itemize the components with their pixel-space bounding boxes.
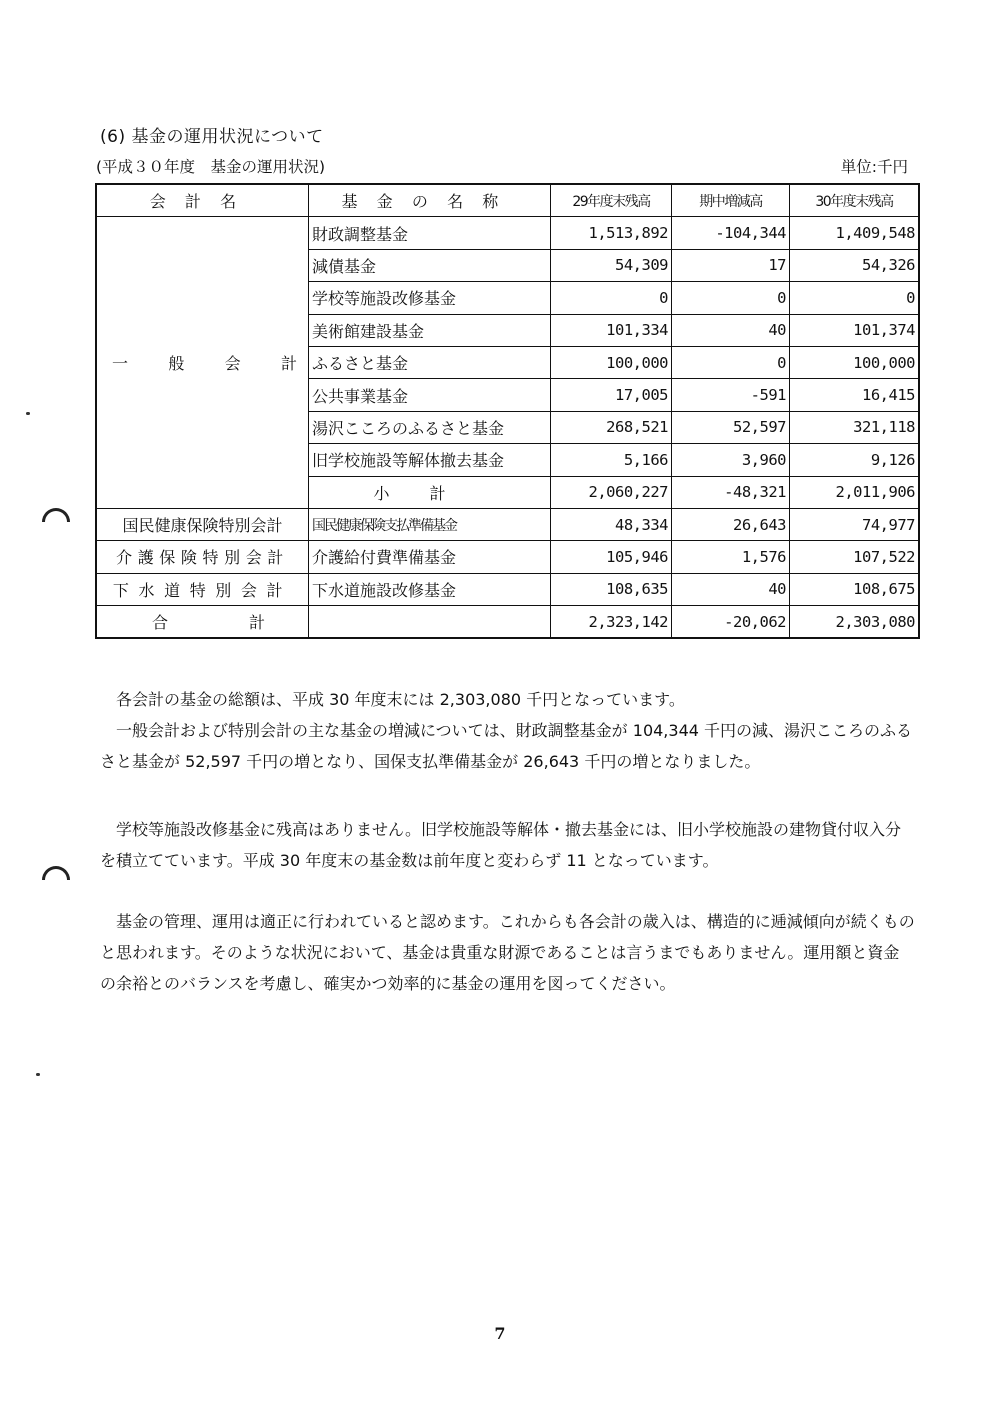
change-amount: -591 [672, 379, 790, 411]
section-title: (6) 基金の運用状況について [100, 127, 324, 147]
fund-name: ふるさと基金 [309, 346, 551, 378]
paragraph-block-2 [100, 814, 915, 876]
header-fy29-balance: 29年度末残高 [551, 184, 672, 217]
fy29-balance: 101,334 [551, 314, 672, 346]
fy30-balance: 1,409,548 [790, 217, 920, 249]
fund-name: 減債基金 [309, 249, 551, 281]
subtotal-change: -48,321 [672, 476, 790, 508]
fy29-balance: 17,005 [551, 379, 672, 411]
fy30-balance: 100,000 [790, 346, 920, 378]
change-amount: -104,344 [672, 217, 790, 249]
fy29-balance: 1,513,892 [551, 217, 672, 249]
table-row [96, 573, 919, 605]
paragraph-changes: 一般会計および特別会計の主な基金の増減については、財政調整基金が 104,344 千円の減、湯沢こころのふるさと基金が 52,597 千円の増となり、国保支払準備基金が 26,643 千円の増となりました。 [100, 721, 913, 771]
fy30-balance: 0 [790, 282, 920, 314]
page-number: 7 [494, 1324, 506, 1343]
fy29-balance: 0 [551, 282, 672, 314]
total-change: -20,062 [672, 606, 790, 639]
fy30-balance: 321,118 [790, 411, 920, 443]
punch-hole-mark [42, 508, 70, 522]
change-amount: 52,597 [672, 411, 790, 443]
fund-name: 下水道施設改修基金 [309, 573, 551, 605]
fund-status-table [95, 183, 920, 639]
fy29-balance: 108,635 [551, 573, 672, 605]
fy29-balance: 268,521 [551, 411, 672, 443]
scan-speck [26, 412, 30, 415]
paragraph-block-3 [100, 906, 915, 999]
punch-hole-mark [42, 866, 70, 880]
header-change: 期中増減高 [672, 184, 790, 217]
change-amount: 1,576 [672, 541, 790, 573]
change-amount: 3,960 [672, 444, 790, 476]
table-row [96, 508, 919, 540]
subtotal-fy30: 2,011,906 [790, 476, 920, 508]
fy29-balance: 54,309 [551, 249, 672, 281]
account-name: 介護保険特別会計 [96, 541, 309, 573]
fy30-balance: 107,522 [790, 541, 920, 573]
fy30-balance: 101,374 [790, 314, 920, 346]
change-amount: 17 [672, 249, 790, 281]
change-amount: 0 [672, 282, 790, 314]
subtotal-label: 小計 [309, 476, 551, 508]
header-fund-name: 基金の名称 [309, 184, 551, 217]
table-header-row [96, 184, 919, 217]
change-amount: 26,643 [672, 508, 790, 540]
subtotal-fy29: 2,060,227 [551, 476, 672, 508]
general-account-cell [96, 217, 309, 509]
fy30-balance: 54,326 [790, 249, 920, 281]
change-amount: 40 [672, 573, 790, 605]
paragraph-school-fund: 学校等施設改修基金に残高はありません。旧学校施設等解体・撤去基金には、旧小学校施設の建物貸付収入分を積立てています。平成 30 年度末の基金数は前年度と変わらず 11 となっています。 [100, 820, 901, 870]
fund-name: 国民健康保険支払準備基金 [309, 508, 551, 540]
header-fy30-balance: 30年度末残高 [790, 184, 920, 217]
fy30-balance: 74,977 [790, 508, 920, 540]
fund-name: 美術館建設基金 [309, 314, 551, 346]
fy30-balance: 16,415 [790, 379, 920, 411]
fy30-balance: 108,675 [790, 573, 920, 605]
fy29-balance: 5,166 [551, 444, 672, 476]
account-name: 下水道特別会計 [96, 573, 309, 605]
fy29-balance: 48,334 [551, 508, 672, 540]
table-row [96, 217, 919, 249]
change-amount: 0 [672, 346, 790, 378]
total-fy30: 2,303,080 [790, 606, 920, 639]
paragraph-management: 基金の管理、運用は適正に行われていると認めます。これからも各会計の歳入は、構造的に逓減傾向が続くものと思われます。そのような状況において、基金は貴重な財源であることは言うまでもありません。運用額と資金の余裕とのバランスを考慮し、確実かつ効率的に基金の運用を図ってください。 [100, 912, 915, 993]
total-label: 合 計 [152, 613, 265, 633]
fund-name: 旧学校施設等解体撤去基金 [309, 444, 551, 476]
unit-label: 単位:千円 [840, 158, 908, 176]
account-name: 国民健康保険特別会計 [96, 508, 309, 540]
scan-speck [36, 1073, 40, 1076]
fund-name: 財政調整基金 [309, 217, 551, 249]
table-row [96, 541, 919, 573]
change-amount: 40 [672, 314, 790, 346]
total-fund-empty [309, 606, 551, 639]
fy29-balance: 100,000 [551, 346, 672, 378]
total-label-cell [96, 606, 309, 639]
paragraph-block-1 [100, 684, 915, 777]
fund-name: 公共事業基金 [309, 379, 551, 411]
fund-name: 介護給付費準備基金 [309, 541, 551, 573]
fund-name: 学校等施設改修基金 [309, 282, 551, 314]
fund-name: 湯沢こころのふるさと基金 [309, 411, 551, 443]
header-account-name: 会計名 [96, 184, 309, 217]
fy30-balance: 9,126 [790, 444, 920, 476]
general-account-label: 一 般 会 計 [112, 354, 297, 374]
total-fy29: 2,323,142 [551, 606, 672, 639]
fy29-balance: 105,946 [551, 541, 672, 573]
paragraph-total: 各会計の基金の総額は、平成 30 年度末には 2,303,080 千円となっています。 [116, 690, 685, 709]
table-caption: (平成３０年度 基金の運用状況) [96, 158, 326, 176]
total-row [96, 606, 919, 639]
